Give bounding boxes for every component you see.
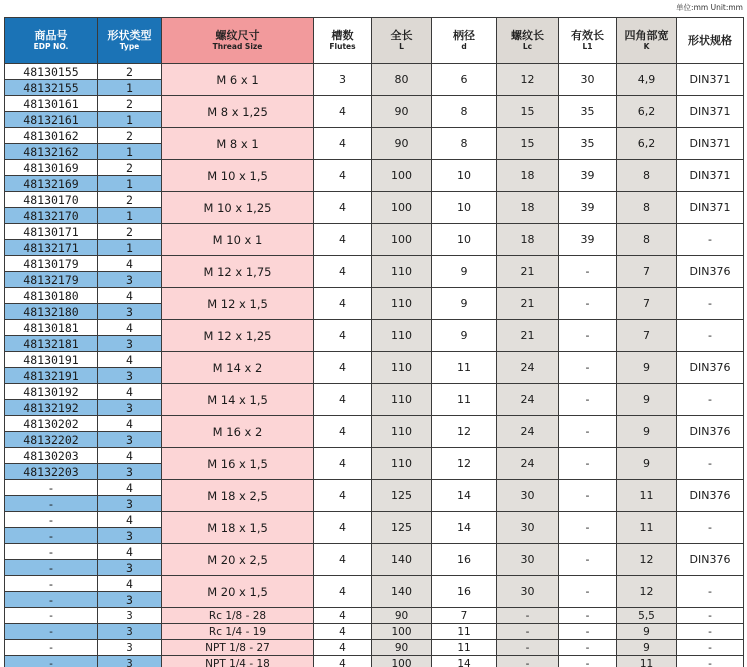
edp-cell: 48132171 — [5, 240, 98, 256]
type-cell: 2 — [98, 128, 162, 144]
flutes-cell: 4 — [314, 480, 372, 512]
header-thread-length — [497, 18, 559, 64]
shank-cell: 16 — [432, 544, 497, 576]
shank-cell: 10 — [432, 224, 497, 256]
effective-length-cell: - — [559, 624, 617, 640]
edp-cell: - — [5, 560, 98, 576]
type-cell: 3 — [98, 608, 162, 624]
edp-cell: 48130161 — [5, 96, 98, 112]
thread-size-cell: M 10 x 1,25 — [162, 192, 314, 224]
flutes-cell: 4 — [314, 544, 372, 576]
header-main: 四角部宽 — [624, 29, 669, 43]
edp-cell: 48132155 — [5, 80, 98, 96]
length-cell: 110 — [372, 352, 432, 384]
length-cell: 110 — [372, 416, 432, 448]
length-cell: 80 — [372, 64, 432, 96]
table-row — [5, 192, 744, 208]
type-cell: 2 — [98, 192, 162, 208]
unit-label: 单位:mm Unit:mm — [676, 3, 743, 12]
type-cell: 3 — [98, 432, 162, 448]
shank-cell: 11 — [432, 384, 497, 416]
thread-size-cell: M 10 x 1,5 — [162, 160, 314, 192]
flutes-cell: 4 — [314, 256, 372, 288]
edp-cell: 48130169 — [5, 160, 98, 176]
edp-cell: 48130162 — [5, 128, 98, 144]
type-cell: 3 — [98, 640, 162, 656]
type-cell: 2 — [98, 96, 162, 112]
type-cell: 1 — [98, 80, 162, 96]
edp-cell: 48130192 — [5, 384, 98, 400]
table-row — [5, 64, 744, 80]
edp-cell: 48132191 — [5, 368, 98, 384]
type-cell: 3 — [98, 560, 162, 576]
table-row — [5, 160, 744, 176]
square-width-cell: 11 — [617, 480, 677, 512]
edp-cell: 48130171 — [5, 224, 98, 240]
type-cell: 4 — [98, 480, 162, 496]
flutes-cell: 4 — [314, 512, 372, 544]
header-main: 槽数 — [331, 29, 354, 43]
effective-length-cell: - — [559, 448, 617, 480]
header-thread — [162, 18, 314, 64]
thread-size-cell: M 14 x 2 — [162, 352, 314, 384]
type-cell: 3 — [98, 592, 162, 608]
type-cell: 2 — [98, 64, 162, 80]
thread-size-cell: M 6 x 1 — [162, 64, 314, 96]
table-row — [5, 128, 744, 144]
flutes-cell: 4 — [314, 192, 372, 224]
flutes-cell: 4 — [314, 320, 372, 352]
standard-cell: DIN371 — [677, 128, 744, 160]
effective-length-cell: 30 — [559, 64, 617, 96]
thread-length-cell: - — [497, 656, 559, 667]
standard-cell: - — [677, 576, 744, 608]
table-row — [5, 640, 744, 656]
type-cell: 3 — [98, 272, 162, 288]
type-cell: 4 — [98, 256, 162, 272]
flutes-cell: 4 — [314, 96, 372, 128]
flutes-cell: 4 — [314, 416, 372, 448]
thread-size-cell: M 16 x 1,5 — [162, 448, 314, 480]
table-body — [5, 64, 744, 667]
shank-cell: 9 — [432, 288, 497, 320]
type-cell: 3 — [98, 496, 162, 512]
effective-length-cell: 35 — [559, 96, 617, 128]
length-cell: 90 — [372, 608, 432, 624]
length-cell: 140 — [372, 576, 432, 608]
effective-length-cell: - — [559, 288, 617, 320]
standard-cell: - — [677, 608, 744, 624]
header-standard — [677, 18, 744, 64]
edp-cell: - — [5, 512, 98, 528]
flutes-cell: 4 — [314, 448, 372, 480]
edp-cell: - — [5, 608, 98, 624]
table-row — [5, 320, 744, 336]
length-cell: 90 — [372, 128, 432, 160]
thread-size-cell: M 8 x 1,25 — [162, 96, 314, 128]
table-row — [5, 608, 744, 624]
length-cell: 100 — [372, 624, 432, 640]
table-row — [5, 224, 744, 240]
effective-length-cell: - — [559, 576, 617, 608]
edp-cell: 48130180 — [5, 288, 98, 304]
edp-cell: 48132170 — [5, 208, 98, 224]
header-main: 全长 — [390, 29, 413, 43]
effective-length-cell: - — [559, 352, 617, 384]
thread-length-cell: 21 — [497, 288, 559, 320]
length-cell: 110 — [372, 288, 432, 320]
thread-size-cell: M 12 x 1,25 — [162, 320, 314, 352]
thread-size-cell: M 18 x 1,5 — [162, 512, 314, 544]
edp-cell: 48130179 — [5, 256, 98, 272]
standard-cell: DIN371 — [677, 64, 744, 96]
type-cell: 4 — [98, 512, 162, 528]
type-cell: 1 — [98, 240, 162, 256]
type-cell: 4 — [98, 384, 162, 400]
table-row — [5, 352, 744, 368]
edp-cell: 48130181 — [5, 320, 98, 336]
table-row — [5, 384, 744, 400]
thread-length-cell: 18 — [497, 224, 559, 256]
thread-length-cell: 24 — [497, 352, 559, 384]
edp-cell: 48130202 — [5, 416, 98, 432]
shank-cell: 6 — [432, 64, 497, 96]
header-main: 螺纹尺寸 — [215, 29, 260, 43]
flutes-cell: 4 — [314, 160, 372, 192]
length-cell: 125 — [372, 480, 432, 512]
square-width-cell: 9 — [617, 448, 677, 480]
square-width-cell: 5,5 — [617, 608, 677, 624]
header-sub: d — [461, 41, 467, 51]
header-main: 有效长 — [571, 29, 604, 43]
shank-cell: 8 — [432, 128, 497, 160]
type-cell: 4 — [98, 576, 162, 592]
table-row — [5, 416, 744, 432]
thread-size-cell: M 18 x 2,5 — [162, 480, 314, 512]
header-sub: L — [399, 41, 404, 51]
header-main: 螺纹长 — [511, 29, 544, 43]
thread-length-cell: 12 — [497, 64, 559, 96]
header-sub: K — [643, 41, 650, 51]
flutes-cell: 4 — [314, 656, 372, 667]
type-cell: 3 — [98, 528, 162, 544]
standard-cell: - — [677, 320, 744, 352]
edp-cell: - — [5, 624, 98, 640]
flutes-cell: 3 — [314, 64, 372, 96]
shank-cell: 14 — [432, 480, 497, 512]
type-cell: 3 — [98, 368, 162, 384]
standard-cell: - — [677, 288, 744, 320]
square-width-cell: 9 — [617, 416, 677, 448]
square-width-cell: 8 — [617, 160, 677, 192]
standard-cell: - — [677, 512, 744, 544]
type-cell: 4 — [98, 352, 162, 368]
header-main: 形状类型 — [107, 29, 152, 43]
square-width-cell: 7 — [617, 320, 677, 352]
header-edp — [5, 18, 98, 64]
standard-cell: - — [677, 624, 744, 640]
thread-length-cell: 24 — [497, 448, 559, 480]
shank-cell: 7 — [432, 608, 497, 624]
effective-length-cell: - — [559, 256, 617, 288]
header-square-width — [617, 18, 677, 64]
thread-size-cell: M 20 x 1,5 — [162, 576, 314, 608]
type-cell: 3 — [98, 400, 162, 416]
length-cell: 110 — [372, 384, 432, 416]
standard-cell: - — [677, 640, 744, 656]
edp-cell: - — [5, 656, 98, 667]
header-main: 形状规格 — [688, 33, 732, 47]
thread-length-cell: 15 — [497, 128, 559, 160]
thread-length-cell: 18 — [497, 192, 559, 224]
thread-size-cell: Rc 1/4 - 19 — [162, 624, 314, 640]
table-row — [5, 576, 744, 592]
edp-cell: - — [5, 640, 98, 656]
shank-cell: 14 — [432, 656, 497, 667]
length-cell: 125 — [372, 512, 432, 544]
flutes-cell: 4 — [314, 576, 372, 608]
thread-length-cell: 18 — [497, 160, 559, 192]
type-cell: 3 — [98, 304, 162, 320]
flutes-cell: 4 — [314, 608, 372, 624]
effective-length-cell: - — [559, 416, 617, 448]
type-cell: 4 — [98, 416, 162, 432]
header-sub: Lc — [522, 41, 533, 51]
edp-cell: 48132202 — [5, 432, 98, 448]
length-cell: 100 — [372, 224, 432, 256]
effective-length-cell: - — [559, 480, 617, 512]
standard-cell: DIN371 — [677, 160, 744, 192]
table-row — [5, 96, 744, 112]
edp-cell: 48130155 — [5, 64, 98, 80]
effective-length-cell: - — [559, 512, 617, 544]
flutes-cell: 4 — [314, 640, 372, 656]
type-cell: 1 — [98, 208, 162, 224]
thread-length-cell: 30 — [497, 576, 559, 608]
length-cell: 110 — [372, 320, 432, 352]
square-width-cell: 9 — [617, 384, 677, 416]
shank-cell: 11 — [432, 352, 497, 384]
shank-cell: 8 — [432, 96, 497, 128]
effective-length-cell: - — [559, 640, 617, 656]
effective-length-cell: - — [559, 544, 617, 576]
thread-length-cell: 21 — [497, 320, 559, 352]
standard-cell: - — [677, 656, 744, 667]
flutes-cell: 4 — [314, 288, 372, 320]
thread-size-cell: M 8 x 1 — [162, 128, 314, 160]
length-cell: 100 — [372, 656, 432, 667]
square-width-cell: 4,9 — [617, 64, 677, 96]
length-cell: 140 — [372, 544, 432, 576]
square-width-cell: 12 — [617, 544, 677, 576]
thread-size-cell: NPT 1/4 - 18 — [162, 656, 314, 667]
type-cell: 3 — [98, 624, 162, 640]
edp-cell: - — [5, 544, 98, 560]
standard-cell: DIN371 — [677, 96, 744, 128]
thread-length-cell: 24 — [497, 384, 559, 416]
shank-cell: 9 — [432, 320, 497, 352]
square-width-cell: 11 — [617, 656, 677, 667]
square-width-cell: 9 — [617, 640, 677, 656]
flutes-cell: 4 — [314, 224, 372, 256]
header-sub: EDP NO. — [33, 41, 69, 51]
square-width-cell: 6,2 — [617, 96, 677, 128]
flutes-cell: 4 — [314, 352, 372, 384]
type-cell: 1 — [98, 176, 162, 192]
thread-length-cell: - — [497, 640, 559, 656]
square-width-cell: 7 — [617, 288, 677, 320]
shank-cell: 11 — [432, 624, 497, 640]
length-cell: 110 — [372, 256, 432, 288]
type-cell: 4 — [98, 448, 162, 464]
length-cell: 110 — [372, 448, 432, 480]
thread-size-cell: M 20 x 2,5 — [162, 544, 314, 576]
table-row — [5, 624, 744, 640]
table-row — [5, 256, 744, 272]
square-width-cell: 9 — [617, 352, 677, 384]
standard-cell: DIN376 — [677, 416, 744, 448]
edp-cell: 48132161 — [5, 112, 98, 128]
thread-length-cell: 30 — [497, 512, 559, 544]
tap-spec-table — [4, 17, 744, 667]
table-header-row — [5, 18, 744, 64]
edp-cell: 48132181 — [5, 336, 98, 352]
edp-cell: 48132162 — [5, 144, 98, 160]
type-cell: 2 — [98, 224, 162, 240]
standard-cell: - — [677, 224, 744, 256]
thread-size-cell: M 16 x 2 — [162, 416, 314, 448]
thread-size-cell: M 14 x 1,5 — [162, 384, 314, 416]
edp-cell: - — [5, 576, 98, 592]
square-width-cell: 7 — [617, 256, 677, 288]
length-cell: 100 — [372, 160, 432, 192]
type-cell: 4 — [98, 320, 162, 336]
shank-cell: 14 — [432, 512, 497, 544]
type-cell: 1 — [98, 144, 162, 160]
header-main: 商品号 — [34, 29, 68, 43]
effective-length-cell: 39 — [559, 192, 617, 224]
header-sub: Flutes — [329, 41, 356, 51]
edp-cell: 48132192 — [5, 400, 98, 416]
header-sub: Type — [119, 41, 140, 51]
thread-length-cell: 30 — [497, 544, 559, 576]
thread-length-cell: 21 — [497, 256, 559, 288]
type-cell: 3 — [98, 336, 162, 352]
standard-cell: DIN376 — [677, 352, 744, 384]
length-cell: 100 — [372, 192, 432, 224]
table-row — [5, 448, 744, 464]
edp-cell: 48132180 — [5, 304, 98, 320]
length-cell: 90 — [372, 640, 432, 656]
edp-cell: 48130191 — [5, 352, 98, 368]
type-cell: 1 — [98, 112, 162, 128]
header-flutes — [314, 18, 372, 64]
square-width-cell: 8 — [617, 192, 677, 224]
edp-cell: 48132203 — [5, 464, 98, 480]
standard-cell: - — [677, 384, 744, 416]
header-sub: L1 — [582, 41, 593, 51]
edp-cell: 48130170 — [5, 192, 98, 208]
shank-cell: 10 — [432, 192, 497, 224]
square-width-cell: 6,2 — [617, 128, 677, 160]
effective-length-cell: 39 — [559, 224, 617, 256]
thread-size-cell: M 10 x 1 — [162, 224, 314, 256]
edp-cell: - — [5, 528, 98, 544]
standard-cell: DIN376 — [677, 544, 744, 576]
table-row — [5, 512, 744, 528]
effective-length-cell: - — [559, 320, 617, 352]
shank-cell: 9 — [432, 256, 497, 288]
table-row — [5, 544, 744, 560]
thread-length-cell: - — [497, 624, 559, 640]
thread-length-cell: - — [497, 608, 559, 624]
edp-cell: 48130203 — [5, 448, 98, 464]
type-cell: 3 — [98, 464, 162, 480]
thread-size-cell: M 12 x 1,75 — [162, 256, 314, 288]
shank-cell: 12 — [432, 448, 497, 480]
type-cell: 4 — [98, 288, 162, 304]
shank-cell: 11 — [432, 640, 497, 656]
square-width-cell: 9 — [617, 624, 677, 640]
standard-cell: DIN376 — [677, 480, 744, 512]
standard-cell: DIN376 — [677, 256, 744, 288]
header-length — [372, 18, 432, 64]
thread-length-cell: 24 — [497, 416, 559, 448]
length-cell: 90 — [372, 96, 432, 128]
effective-length-cell: - — [559, 656, 617, 667]
table-row — [5, 288, 744, 304]
flutes-cell: 4 — [314, 624, 372, 640]
type-cell: 3 — [98, 656, 162, 667]
edp-cell: - — [5, 496, 98, 512]
shank-cell: 10 — [432, 160, 497, 192]
edp-cell: - — [5, 480, 98, 496]
edp-cell: 48132179 — [5, 272, 98, 288]
effective-length-cell: - — [559, 608, 617, 624]
effective-length-cell: 35 — [559, 128, 617, 160]
square-width-cell: 8 — [617, 224, 677, 256]
shank-cell: 16 — [432, 576, 497, 608]
flutes-cell: 4 — [314, 384, 372, 416]
type-cell: 4 — [98, 544, 162, 560]
effective-length-cell: - — [559, 384, 617, 416]
square-width-cell: 12 — [617, 576, 677, 608]
header-shank — [432, 18, 497, 64]
thread-size-cell: M 12 x 1,5 — [162, 288, 314, 320]
table-row — [5, 656, 744, 667]
header-type — [98, 18, 162, 64]
square-width-cell: 11 — [617, 512, 677, 544]
thread-length-cell: 30 — [497, 480, 559, 512]
standard-cell: DIN371 — [677, 192, 744, 224]
header-main: 柄径 — [453, 29, 475, 43]
edp-cell: 48132169 — [5, 176, 98, 192]
thread-size-cell: Rc 1/8 - 28 — [162, 608, 314, 624]
header-effective-length — [559, 18, 617, 64]
thread-length-cell: 15 — [497, 96, 559, 128]
flutes-cell: 4 — [314, 128, 372, 160]
type-cell: 2 — [98, 160, 162, 176]
standard-cell: - — [677, 448, 744, 480]
effective-length-cell: 39 — [559, 160, 617, 192]
table-row — [5, 480, 744, 496]
shank-cell: 12 — [432, 416, 497, 448]
thread-size-cell: NPT 1/8 - 27 — [162, 640, 314, 656]
edp-cell: - — [5, 592, 98, 608]
header-sub: Thread Size — [212, 41, 263, 51]
